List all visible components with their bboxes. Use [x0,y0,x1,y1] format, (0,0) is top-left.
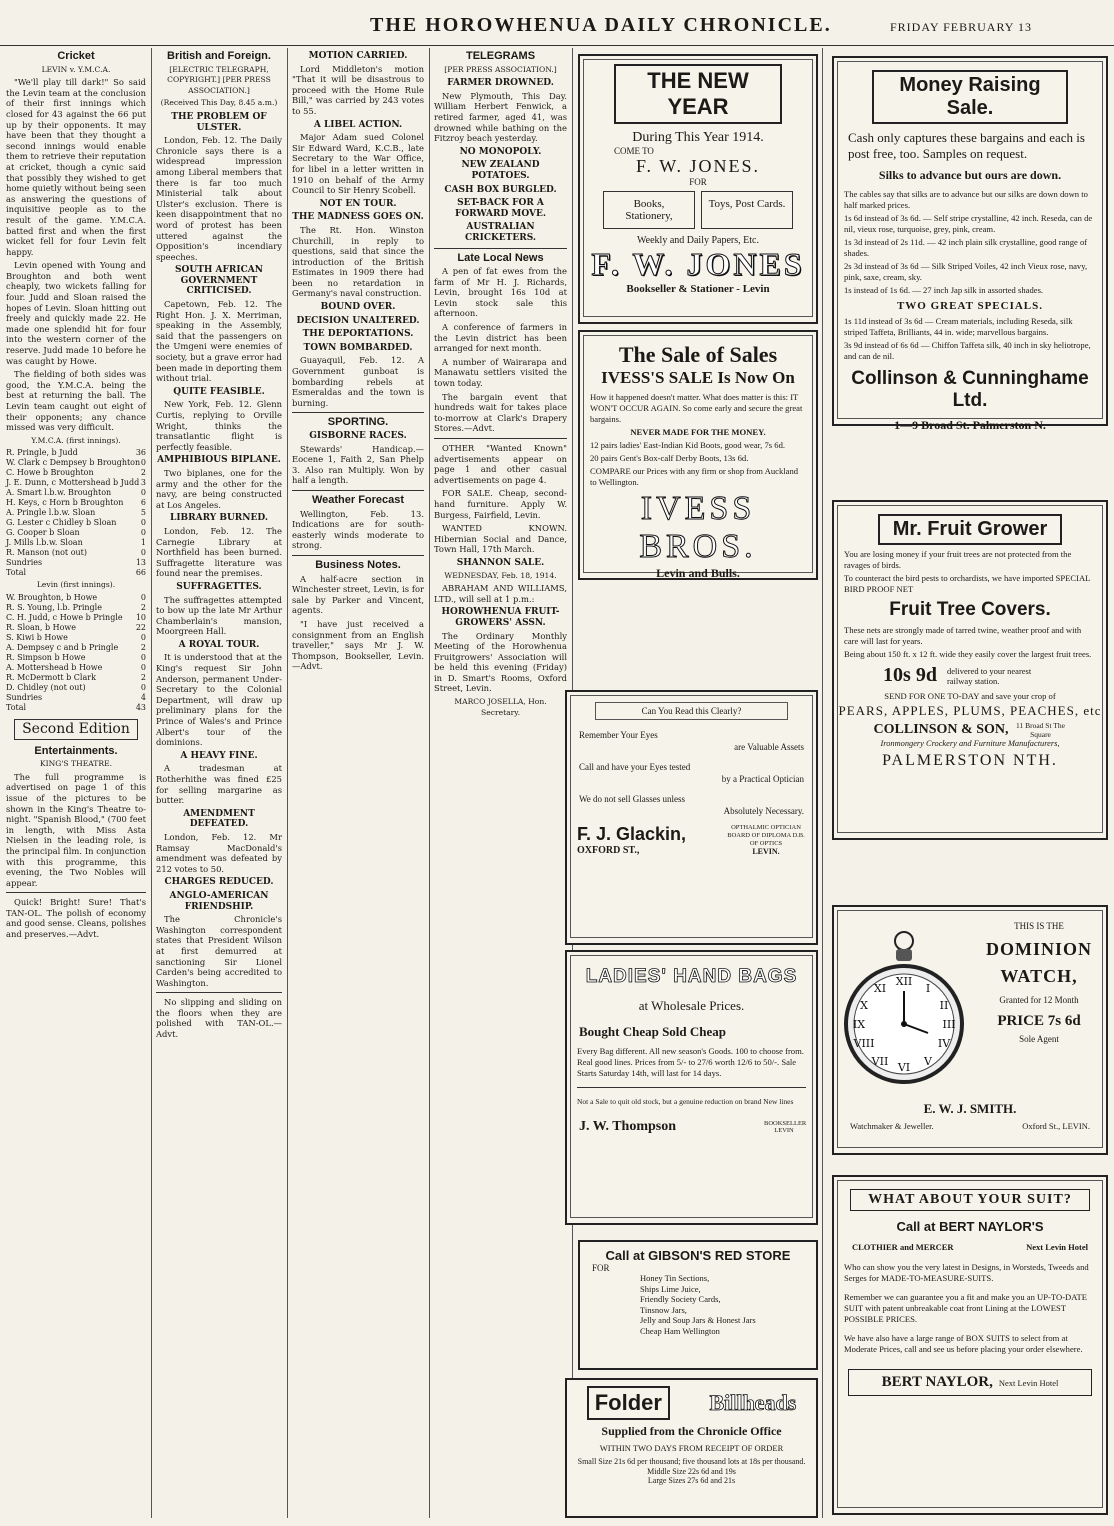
cricket-para-1: "We'll play till dark!" So said the Levin team at the conclusion of their first innings which closed for 43 against the 66 put up by their opponents. It may have been that they thought a second innings would enable them to retrieve their reputation at cricket, though a cynic said that possibly they wished to get home quietly without being seen as answering the questions of inquisitive people as to the result of the game. Y.M.C.A. batted first and when the first wicket fell for four Levin felt happy. [6,77,146,257]
ad-list-item: 1s 6d instead of 3s 6d. — Self stripe crystalline, 42 inch. Reseda, can de nil, vieux rose, turquoise, grey, pink, cream. [844,213,1093,234]
ad-name: J. W. Thompson [579,1119,677,1134]
news-para: The Chronicle's Washington correspondent states that President Wilson at first demurred at sanctioning Sir Lionel Carden's being accredited to Washington. [156,914,282,988]
ad-list-item: Cheap Ham Wellington [640,1325,720,1336]
ad-fruit-grower [832,500,1108,840]
runs: 2 [140,468,146,478]
news-heading: A ROYAL TOUR. [178,639,260,650]
scorecard-row [6,603,146,613]
batsman: A. Smart l.b.w. Broughton [6,488,112,498]
shannon-sale-heading: SHANNON SALE. [456,557,545,568]
runs: 0 [140,592,146,602]
business-para: "I have just received a consignment from an English traveller," says Mr J. W. Thompson, Bookseller, Levin.—Advt. [292,618,424,672]
runs: 10 [135,612,146,622]
runs: 0 [140,518,146,528]
runs: 6 [140,498,146,508]
batsman: R. McDermott b Clark [6,672,96,682]
runs: 0 [140,458,146,468]
ad-trade: Watchmaker & Jeweller. [850,1121,934,1131]
runs: 0 [140,632,146,642]
ad-glackin-optician [565,690,818,945]
scorecard-row [6,538,146,548]
batsman: G. Lester c Chidley b Sloan [6,518,117,528]
ad-line: During This Year 1914. [632,130,764,145]
entertainments-heading: Entertainments. [34,744,118,757]
batsman: W. Broughton, b Howe [6,592,98,602]
local-news-para: A number of Wairarapa and Manawatu settlers visited the town today. [434,356,567,389]
runs: 13 [135,558,146,568]
weather-para: Wellington, Feb. 13. Indications are for south-easterly winds moderate to strong. [292,508,424,551]
column-motion-sporting [292,48,424,1518]
svg-text:V: V [924,1055,932,1068]
ad-title: Money Raising Sale. [872,70,1068,124]
ad-line: THIS IS THE [1014,921,1064,931]
ad-line: Can You Read this Clearly? [595,702,788,720]
innings-2-title: Levin (first innings). [36,580,116,590]
batsman: G. Cooper b Sloan [6,528,80,538]
svg-text:IV: IV [937,1037,951,1050]
svg-text:X: X [860,999,868,1012]
ad-location: Next Levin Hotel [998,1378,1059,1388]
ad-headline: Silks to advance but ours are down. [878,168,1062,182]
scorecard-row [6,653,146,663]
news-para: The Rt. Hon. Winston Churchill, in reply to questions, said that since the introduction of the British Estimates in 1909 there had been no retardation in Germany's naval construction. [292,224,424,299]
local-news-para: The bargain event that hundreds wait for takes place to-morrow at Clark's Drapery Stores.—Advt. [434,391,567,434]
runs: 0 [140,662,146,672]
scorecard-row [6,458,146,468]
races-para: Stewards' Handicap.—Eocene 1, Faith 2, San Phelp 3. Also ran Multiply. Won by half a length. [292,443,424,486]
ad-line: Sole Agent [1019,1034,1059,1044]
ad-list-item: 2s 3d instead of 3s 6d — Silk Striped Voiles, 42 inch Vieux rose, navy, pink, saxe, cream, sky. [844,261,1088,282]
ad-subtitle: Cash only captures these bargains and each is post free, too. Samples on request. [848,130,1085,161]
ad-line: COME TO [614,146,654,156]
news-heading: A LIBEL ACTION. [313,119,403,130]
news-para: New York, Feb. 12. Glenn Curtis, replying to Orville Wright, thinks the transatlantic flight is perfectly feasible. [156,399,282,452]
svg-text:I: I [925,982,931,995]
newspaper-title: THE HOROWHENUA DAILY CHRONICLE. [370,14,832,36]
news-heading: THE MADNESS GOES ON. [292,212,424,223]
scorecard-row [6,508,146,518]
ad-name: F. J. Glackin, [577,824,687,844]
ad-text: The cables say that silks are to advance but our silks are down down to half marked prices. [844,189,1088,210]
ad-price: 10s 9d [883,664,937,686]
local-news-para: A pen of fat ewes from the farm of Mr H. J. Richards, Levin, brought 16s 10d at Levin stock sale this afternoon. [434,266,567,319]
news-heading: NO MONOPOLY. [459,146,542,157]
batsman: C. H. Judd, c Howe b Pringle [6,612,123,622]
news-para: Capetown, Feb. 12. The Right Hon. J. X. Merriman, speaking in the Assembly, said that the passengers on the Umgeni were enemies of society, but a grave error had been made in deporting them without trial. [156,299,282,384]
ad-list-item: 1s instead of 1s 6d. — 27 inch Jap silk in assorted shades. [844,285,1044,295]
ad-address: Oxford St., LEVIN. [1022,1121,1090,1131]
news-heading: THE DEPORTATIONS. [302,329,414,340]
ad-text: You are losing money if your fruit trees are not protected from the ravages of birds. [844,549,1072,570]
ad-line: are Valuable Assets [734,742,804,752]
ad-new-year-jones [578,54,818,324]
sporting-heading: SPORTING. [327,416,389,429]
ad-price: PRICE 7s 6d [997,1013,1081,1029]
news-para: Guayaquil, Feb. 12. A Government gunboat is bombarding rebels at Esmeraldas and the town is burning. [292,355,424,408]
classified-wanted-known: WANTED KNOWN. Hibernian Social and Dance, Town Hall, 17th March. [434,523,567,555]
batsman: R. Pringle, b Judd [6,448,78,458]
svg-text:VI: VI [897,1061,911,1074]
ad-address: 1—9 Broad St. Palmerston N. [894,418,1046,432]
ad-line: FOR [592,1263,610,1273]
svg-text:VII: VII [871,1055,889,1068]
ad-text: Being about 150 ft. x 12 ft. wide they easily cover the largest fruit trees. [844,649,1092,659]
ad-text: We have also have a large range of BOX SUITS to select from at Moderate Prices, call and see us before placing your order elsewhere. [844,1333,1083,1354]
batsman: R. S. Young, l.b. Pringle [6,602,102,612]
news-para: Major Adam sued Colonel Sir Edward Ward, K.C.B., late Secretary to the War Office, for libel in a letter written in 1910 on behalf of the Army Council to Sir Henry Scobell. [292,132,424,196]
ad-subtitle: IVESS'S SALE Is Now On [601,368,795,387]
ad-title: Mr. Fruit Grower [878,514,1062,545]
ad-firm: COLLINSON & SON, [873,722,1009,737]
ad-price-note: delivered to your nearest railway station. [946,665,1032,686]
ad-line: Call and have your Eyes tested [579,762,691,772]
scorecard-row [6,548,146,558]
news-para: Lord Middleton's motion "That it will be disastrous to proceed with the Home Rule Bill," was carried by 243 votes to 55. [292,63,424,116]
ad-location: Next Levin Hotel [1026,1242,1088,1252]
news-heading: SOUTH AFRICAN GOVERNMENT CRITICISED. [175,265,263,297]
svg-text:XII: XII [895,975,913,988]
news-para: London, Feb. 12. The Daily Chronicle says there is a widespread impression among Liberal members that there is far too much Ministerial talk about Ulster's exclusion. There is keen disappointment that no word of protest has been uttered against the Opposition's incendiary speeches. [156,135,282,262]
runs: 5 [140,508,146,518]
batsman: H. Keys, c Horn b Broughton [6,498,124,508]
ad-specials-heading: TWO GREAT SPECIALS. [896,300,1044,312]
classified-for-sale: FOR SALE. Cheap, second-hand furniture. Apply W. Burgess, Fairfield, Levin. [434,488,567,520]
ad-title: WHAT ABOUT YOUR SUIT? [850,1189,1090,1211]
scorecard-row [6,663,146,673]
ad-text: Remember we can guarantee you a fit and make you an UP-TO-DATE SUIT with patent unbreakable coat front Lining at the LOWEST POSSIBLE PRICES. [844,1292,1088,1324]
scorecard-row [6,478,146,488]
british-foreign-heading: British and Foreign. [167,50,271,62]
ad-dominion-watch [832,905,1108,1155]
ad-title: The Sale of Sales [618,342,778,367]
ad-trade: BOOKSELLER LEVIN [764,1120,807,1134]
svg-text:VIII: VIII [853,1037,875,1050]
ad-price-line: Middle Size 22s 6d and 19s [647,1467,736,1476]
ad-gibsons-red-store [578,1240,818,1370]
runs: 2 [140,672,146,682]
news-heading: MOTION CARRIED. [308,51,408,61]
runs: 4 [140,692,146,702]
ad-box-right: Toys, Post Cards. [701,191,793,229]
scorecard-row [6,593,146,603]
tanol-advert-2: No slipping and sliding on the floors when they are polished with TAN-OL.—Advt. [156,997,282,1040]
scorecard-row [6,448,146,458]
batsman: S. Kiwi b Howe [6,632,68,642]
ad-firm: Collinson & Cunninghame Ltd. [851,368,1089,411]
ad-list-item: 1s 3d instead of 2s 11d. — 42 inch plain silk crystalline, good range of shades. [844,237,1088,258]
news-heading: AMENDMENT DEFEATED. [183,808,255,830]
ad-list-item: Ships Lime Juice, [640,1283,701,1294]
batsman: A. Dempsey c and b Pringle [6,642,119,652]
news-para: London, Feb. 12. Mr Ramsay MacDonald's amendment was defeated by 212 votes to 50. [156,831,282,874]
ad-title-2: WATCH, [1000,966,1078,986]
ad-town: PALMERSTON NTH. [882,752,1058,769]
ad-tagline: Bought Cheap Sold Cheap [579,1024,727,1039]
news-heading: SET-BACK FOR A FORWARD MOVE. [454,198,547,219]
batsman: A. Mottershead b Howe [6,662,103,672]
news-para: The suffragettes attempted to bow up the late Mr Arthur Chamberlain's mansion, Moorgreen Hall. [156,594,282,637]
scorecard-total-1: Total 66 [6,568,146,578]
ad-guarantee: Granted for 12 Month [999,995,1079,1005]
scorecard-ymca [6,448,146,568]
runs: 22 [135,622,146,632]
masthead [0,0,1114,46]
scorecard-row [6,468,146,478]
cricket-para-2: Levin opened with Young and Broughton and both went cheaply, two wickets falling for four. Judd and Sloan raised the hopes of Levin. Sloan hitting out freely and quickly made 22. He made one splendid hit for four into the western corner of the reserve. Judd made 10 before he was caught by Howe. [6,260,146,366]
ad-name: E. W. J. SMITH. [923,1101,1017,1116]
ad-fruits: PEARS, APPLES, PLUMS, PEACHES, etc [838,703,1102,718]
ad-name: BERT NAYLOR, [881,1374,993,1390]
second-edition-banner: Second Edition [14,719,138,740]
late-local-news-heading: Late Local News [457,251,544,264]
ad-list-item: Honey Tin Sections, [640,1273,710,1283]
ad-subtitle: Supplied from the Chronicle Office [601,1424,782,1438]
news-para: It is understood that at the King's request Sir John Anderson, permanent Under-Secretary to the Colonial Department, will draw up preliminary plans for the Prince of Wales's and Prince Albert's tour of the dominions. [156,652,282,748]
runs: 0 [140,682,146,692]
business-heading: Business Notes. [315,558,401,571]
runs: 1 [140,538,146,548]
ad-line: SEND FOR ONE TO-DAY and save your crop of [884,691,1056,701]
news-heading: ANGLO-AMERICAN FRIENDSHIP. [169,890,269,912]
ad-price-line: Small Size 21s 6d per thousand; five thousand lots at 18s per thousand. [577,1457,806,1466]
ad-list-item: 3s 9d instead of 6s 6d — Chiffon Taffeta silk, 40 inch in sky heliotrope, and can de nil. [844,340,1091,361]
news-para: London, Feb. 12. The Carnegie Library at Northfield has been burned. Suffragette literature was found near the premises. [156,525,282,579]
news-heading: A HEAVY FINE. [180,750,258,761]
news-heading: LIBRARY BURNED. [169,513,268,524]
ad-address: 11 Broad St The Square [1016,721,1065,739]
innings-1-title: Y.M.C.A. (first innings). [31,435,121,445]
ad-list-item: Friendly Society Cards, [640,1294,721,1304]
scorecard-total-2: Total 43 [6,702,146,712]
news-heading: CASH BOX BURGLED. [444,184,557,195]
scorecard-row [6,498,146,508]
gisborne-races-heading: GISBORNE RACES. [309,431,407,441]
ad-price-line: Large Sizes 27s 6d and 21s [647,1476,736,1485]
ad-line: WITHIN TWO DAYS FROM RECEIPT OF ORDER [599,1443,784,1453]
ad-footer: Bookseller & Stationer - Levin [626,283,770,295]
news-para: Two biplanes, one for the army and the other for the navy, are being constructed at Los Angeles. [156,467,282,510]
scorecard-row [6,623,146,633]
batsman: A. Pringle l.b.w. Sloan [6,508,96,518]
batsman: Sundries [6,558,43,568]
telegrams-heading: TELEGRAMS [465,50,536,62]
scorecard-row [6,673,146,683]
ad-text: These nets are strongly made of tarred twine, weather proof and with care will last for years. [844,625,1082,646]
ad-line: Remember Your Eyes [579,730,658,740]
scorecard-row [6,488,146,498]
ad-name: F. W. JONES. [635,156,761,176]
scorecard-levin [6,593,146,703]
press-association-credit: [PER PRESS ASSOCIATION.] [444,64,557,74]
ad-bert-naylor-suits [832,1175,1108,1515]
shannon-sale-para: ABRAHAM AND WILLIAMS, LTD., will sell at 1 p.m.: [434,583,567,604]
ad-title-2: Billheads [709,1390,797,1415]
issue-date: FRIDAY FEBRUARY 13 [890,20,1033,34]
news-heading: TOWN BOMBARDED. [303,342,413,353]
ad-specials-list [838,316,1102,362]
runs: 2 [140,642,146,652]
ad-note: Not a Sale to quit old stock, but a genuine reduction on brand New lines [577,1097,794,1106]
kings-theatre-subheading: KING'S THEATRE. [39,759,113,769]
ad-text: 12 pairs ladies' East-Indian Kid Boots, good wear, 7s 6d. [590,440,786,450]
weather-heading: Weather Forecast [311,493,405,506]
runs: 0 [140,528,146,538]
ad-item-list [640,1273,816,1336]
batsman: R. Manson (not out) [6,548,87,558]
ad-text: 20 pairs Gent's Box-calf Derby Boots, 13s 6d. [590,453,749,463]
pocket-watch-icon [844,929,964,1094]
entertainments-para: The full programme is advertised on page 1 of this issue of the pictures to be shown in the King's Theatre to-night. "Spanish Blood," (700 feet in length, with Miss Asta Nielsen in the leading role, is the principal film. In conjunction with this programme, this evening, the Two Nobles will appear. [6,771,146,888]
ad-town: LEVIN. [752,847,780,856]
ad-trade: Ironmongery Crockery and Furniture Manufacturers, [880,739,1060,748]
batsman: R. Simpson b Howe [6,652,86,662]
ad-line: Weekly and Daily Papers, Etc. [637,235,759,246]
scorecard-row [6,683,146,693]
news-heading: NEW ZEALAND POTATOES. [461,160,540,181]
fruitgrowers-secretary: MARCO JOSELLA, Hon. Secretary. [454,697,547,717]
news-para: A tradesman at Rotherhithe was fined £25 for selling margarine as butter. [156,763,282,806]
column-cricket [6,48,146,1518]
ad-folder-billheads [565,1378,818,1518]
ad-line: We do not sell Glasses unless [579,794,686,804]
batsman: D. Chidley (not out) [6,682,86,692]
column-telegrams [434,48,567,1518]
fruitgrowers-para: The Ordinary Monthly Meeting of the Horowhenua Fruitgrowers' Association will be held this evening (Friday) in D. Smart's Rooms, Oxford Street, Levin. [434,630,567,694]
telegraph-credit: [ELECTRIC TELEGRAPH, COPYRIGHT.] [PER PRESS ASSOCIATION.] [167,64,271,95]
batsman: J. E. Dunn, c Mottershead b Judd [6,478,140,488]
ad-subtitle: Fruit Tree Covers. [889,599,1051,620]
batsman: C. Howe b Broughton [6,468,94,478]
scorecard-row [6,643,146,653]
news-heading: DECISION UNALTERED. [296,315,420,326]
batsman: Sundries [6,692,43,702]
scorecard-row [6,613,146,623]
svg-text:III: III [942,1018,956,1031]
ad-line: FOR [689,177,707,187]
runs: 0 [140,652,146,662]
ad-title: Folder [587,1386,670,1420]
tanol-advert: Quick! Bright! Sure! That's TAN-OL. The polish of economy and good sense. Cleans, polishes and preserves.—Advt. [6,897,146,940]
ad-title: Call at GIBSON'S RED STORE [605,1248,791,1263]
news-heading: NOT EN TOUR. [319,198,397,209]
ad-location: Levin and Bulls. [656,566,740,580]
received-time: (Received This Day, 8.45 a.m.) [160,98,278,108]
scorecard-row [6,558,146,568]
ad-text: Every Bag different. All new season's Goods. 100 to choose from. Real good lines. Prices from 5/- to 27/6 worth 12/6 to 50/-. Sale Starts Saturday 14th, will last for 14 days. [577,1046,804,1078]
runs: 36 [135,448,146,458]
news-heading: SUFFRAGETTES. [176,581,262,592]
news-heading: CHARGES REDUCED. [164,877,274,888]
ad-text: To counteract the bird pests to orchardists, we have imported SPECIAL BIRD PROOF NET [844,573,1091,594]
scorecard-row [6,528,146,538]
svg-text:IX: IX [852,1018,866,1031]
column-british-foreign [156,48,282,1518]
ad-box-left: Books, Stationery, [603,191,695,229]
ad-money-raising-sale [832,56,1108,432]
news-heading: BOUND OVER. [320,302,396,313]
ad-line: by a Practical Optician [721,774,804,784]
svg-text:XI: XI [873,982,887,995]
ad-list-item: 1s 11d instead of 3s 6d — Cream materials, including Reseda, silk striped Taffeta, Brilliants, 44 in. wide; marvellous bargains. [844,316,1073,337]
runs: 0 [140,488,146,498]
runs: 3 [140,478,146,488]
ad-ivess-sale [578,330,818,580]
shannon-sale-date: WEDNESDAY, Feb. 18, 1914. [444,570,557,580]
ad-text: Who can show you the very latest in Designs, in Worsteds, Tweeds and Serges for MADE-TO-MEASURE-SUITS. [844,1262,1089,1283]
ad-price-list [838,213,1102,296]
ad-ladies-hand-bags [565,950,818,1225]
scorecard-row [6,518,146,528]
ad-text: How it happened doesn't matter. What does matter is this: IT WON'T OCCUR AGAIN. So come early and secure the great bargains. [590,392,803,424]
news-heading: THE PROBLEM OF ULSTER. [171,111,267,133]
ad-big-name: F. W. JONES [591,246,805,282]
news-heading: FARMER DROWNED. [447,78,554,89]
local-news-para: A conference of farmers in the Levin district has been arranged for next month. [434,322,567,354]
ad-text: COMPARE our Prices with any firm or shop from Auckland to Wellington. [590,466,799,487]
ad-title: THE NEW YEAR [614,64,782,124]
news-heading: QUITE FEASIBLE. [173,386,265,397]
cricket-heading: Cricket [57,50,95,62]
ad-title: DOMINION [986,939,1092,959]
ad-brand: IVESS BROS. [639,490,757,565]
ad-subtitle: at Wholesale Prices. [638,998,745,1013]
news-heading: AUSTRALIAN CRICKETERS. [464,222,537,243]
ad-qualification: OPTHALMIC OPTICIAN BOARD OF DIPLOMA D.B. OF OPTICS [727,824,805,847]
business-para: A half-acre section in Winchester street, Levin, is for sale by Parker and Vincent, agents. [292,573,424,616]
news-heading: AMPHIBIOUS BIPLANE. [157,455,281,466]
ad-line: Absolutely Necessary. [723,806,804,816]
batsman: R. Sloan, b Howe [6,622,77,632]
scorecard-row [6,693,146,703]
cricket-subheading: LEVIN v. Y.M.C.A. [41,64,111,74]
news-para: New Plymouth, This Day. William Herbert Fenwick, a retired farmer, aged 41, was drowned while bathing on the Fitzroy beach yesterday. [434,90,567,144]
ad-title: LADIES' HAND BAGS [585,966,798,987]
ad-text: NEVER MADE FOR THE MONEY. [630,427,766,437]
cricket-para-3: The fielding of both sides was good, the Y.M.C.A. being the best at returning the ball. The Levin team caught out eight of their opponents; any chance missed was very difficult. [6,369,146,433]
batsman: J. Mills l.b.w. Sloan [6,538,83,548]
fruitgrowers-heading: HOROWHENUA FRUIT-GROWERS' ASSN. [441,607,560,628]
ad-list-item: Tinsnow Jars, [640,1304,687,1315]
batsman: W. Clark c Dempsey b Broughton [6,458,141,468]
runs: 0 [140,548,146,558]
ad-trade: CLOTHIER and MERCER [852,1242,954,1252]
svg-text:II: II [939,999,949,1012]
ad-address: OXFORD ST., [577,845,640,856]
runs: 2 [140,602,146,612]
ad-subtitle: Call at BERT NAYLOR'S [896,1219,1044,1234]
ad-list-item: Jelly and Soup Jars & Honest Jars [640,1315,756,1325]
scorecard-row [6,633,146,643]
classified-note: OTHER "Wanted Known" advertisements appear on page 1 and other casual advertisements on page 4. [434,443,567,485]
